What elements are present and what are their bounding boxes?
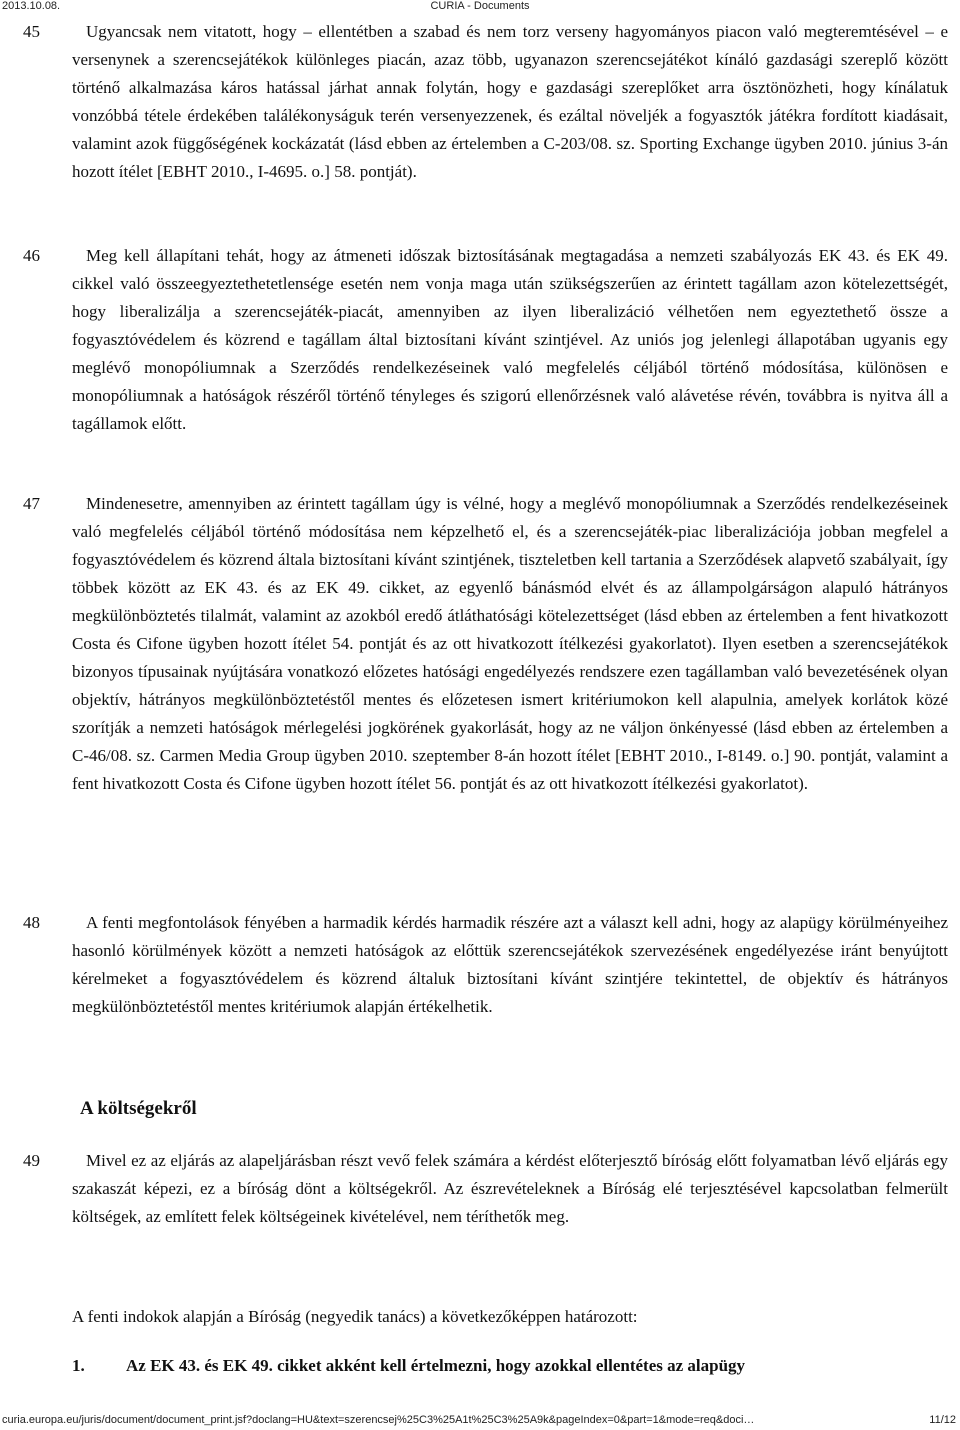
paragraph-45 [23,18,948,186]
paragraph-number: 49 [23,1151,40,1170]
ruling-text: Az EK 43. és EK 49. cikket akként kell értelmezni, hogy azokkal ellentétes az alapügy [126,1356,746,1375]
paragraph-text: A fenti megfontolások fényében a harmadik kérdés harmadik részére azt a választ kell adni, hogy az alapügy körülményeihez hasonló körülmények között a nemzeti hatóságok az előttük szerencsejátékok szervezésének engedélyezése iránt benyújtott kérelmeket a fogyasztóvédelem és közrend általuk biztosítani kívánt szintjére tekintettel, de objektív és hátrányos megkülönböztetéstől mentes kritériumok alapján értékelhetik. [72,913,948,1016]
operative-intro: A fenti indokok alapján a Bíróság (negyedik tanács) a következőképpen határozott: [72,1307,638,1326]
paragraph-46 [23,242,948,438]
paragraph-text: Mivel ez az eljárás az alapeljárásban részt vevő felek számára a kérdést előterjesztő bíróság előtt folyamatban lévő eljárás egy szakaszát képezi, ez a bíróság dönt a költségekről. Az észrevételeknek a Bíróság elé terjesztésével kapcsolatban felmerült költségek, az említett felek költségeinek kivételével, nem téríthetők meg. [72,1151,948,1226]
paragraph-number: 48 [23,913,40,932]
print-date: 2013.10.08. [2,0,61,12]
paragraph-text: Mindenesetre, amennyiben az érintett tagállam úgy is vélné, hogy a meglévő monopóliumnak a Szerződés rendelkezéseinek való megfelelés céljából történő módosítása nem képzelhető el, és a szerencsejáték‑piac liberalizációja jobban megfelel a fogyasztóvédelem és közrend általa biztosítani kívánt szintjének, tiszteletben kell tartania a Szerződések alapvető szabályait, így többek között az EK 43. és az EK 49. cikket, az egyenlő bánásmód elvét és az állampolgárságon alapuló hátrányos megkülönböztetés tilalmát, valamint az azokból eredő átláthatósági kötelezettséget (lásd ebben az értelemben a fent hivatkozott Costa és Cifone ügyben hozott ítélet 54. pontját és az ott hivatkozott ítélkezési gyakorlatot). Ilyen esetben a szerencsejátékok bizonyos típusainak nyújtására vonatkozó előzetes hatósági engedélyezés rendszere ezen tagállamban való bevezetésének olyan objektív, hátrányos megkülönböztetéstől mentes és előzetesen ismert kritériumokon kell alapulnia, amelyek korlátok közé szorítják a nemzeti hatóságok mérlegelési jogkörének gyakorlását, hogy az ne váljon önkényessé (lásd ebben az értelemben a C‑46/08. sz. Carmen Media Group ügyben 2010. szeptember 8‑án hozott ítélet [EBHT 2010., I‑8149. o.] 90. pontját, valamint a fent hivatkozott Costa és Cifone ügyben hozott ítélet 56. pontját és az ott hivatkozott ítélkezési gyakorlatot). [72,494,948,793]
source-url: curia.europa.eu/juris/document/document_print.jsf?doclang=HU&text=szerencsej%25C3%25A1t%25C3%25A9k&pageIndex=0&part=1&mode=req&doci… [2,1414,755,1426]
section-heading-costs: A költségekről [80,1098,197,1119]
ruling-number: 1. [72,1356,85,1375]
paragraph-text: Ugyancsak nem vitatott, hogy – ellentétben a szabad és nem torz verseny hagyományos piacon való megteremtésével – e versenynek a szerencsejátékok különleges piacán, azaz több, ugyanazon szerencsejátékot kínáló gazdasági szereplő között történő alkalmazása káros hatással járhat annak folytán, hogy e gazdasági szereplőket arra ösztönözheti, hogy kínálatuk vonzóbbá tétele érdekében találékonyságuk terén versenyezzenek, és ezáltal növeljék a fogyasztók játékra fordított kiadásait, valamint azok függőségének kockázatát (lásd ebben az értelemben a C‑203/08. sz. Sporting Exchange ügyben 2010. június 3‑án hozott ítélet [EBHT 2010., I‑4695. o.] 58. pontját). [72,22,948,181]
paragraph-number: 47 [23,494,40,513]
ruling-point-1 [72,1352,952,1380]
paragraph-text: Meg kell állapítani tehát, hogy az átmeneti időszak biztosításának megtagadása a nemzeti szabályozás EK 43. és EK 49. cikkel való összeegyeztethetetlensége esetén nem vonja maga után szükségszerűen az érintett tagállam azon kötelezettségét, hogy liberalizálja a szerencsejáték‑piacát, amennyiben az ilyen liberalizáció vélhetően nem egyeztethető össze a fogyasztóvédelem és közrend e tagállam által biztosítani kívánt szintjével. Az uniós jog jelenlegi állapotában ugyanis egy meglévő monopóliumnak a Szerződés rendelkezéseinek való megfelelés céljából történő módosítása, különösen e monopóliumnak a hatóságok részéről történő tényleges és szigorú ellenőrzésnek való alávetése révén, továbbra is nyitva áll a tagállamok előtt. [72,246,948,433]
paragraph-49 [23,1147,948,1231]
print-header [0,0,960,14]
page-number: 11/12 [929,1414,956,1426]
paragraph-47 [23,490,948,798]
print-footer [0,1414,960,1428]
paragraph-number: 46 [23,246,40,265]
paragraph-number: 45 [23,22,40,41]
print-title: CURIA - Documents [430,0,530,12]
paragraph-48 [23,909,948,1021]
